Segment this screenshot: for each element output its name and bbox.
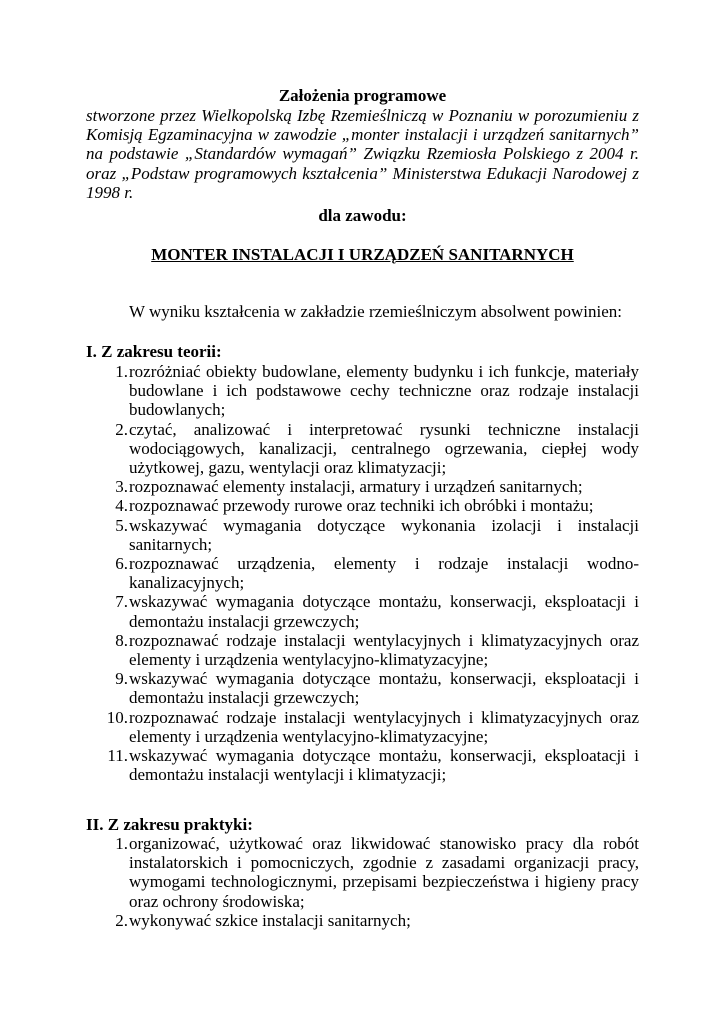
list-item (86, 496, 639, 515)
list-item-number: 9. (115, 669, 128, 689)
list-item (86, 911, 639, 930)
list-item-number: 8. (115, 630, 128, 650)
list-item-text: rozpoznawać elementy instalacji, armatury i urządzeń sanitarnych; (129, 477, 583, 497)
list-item (86, 834, 639, 911)
practice-heading: II. Z zakresu praktyki: (86, 815, 253, 834)
list-item-number: 11. (107, 746, 128, 766)
theory-heading: I. Z zakresu teorii: (86, 342, 222, 361)
list-item-text: wskazywać wymagania dotyczące montażu, konserwacji, eksploatacji i demontażu instalacji wentylacji i klimatyzacji; (129, 746, 639, 785)
list-item-text: czytać, analizować i interpretować rysunki techniczne instalacji wodociągowych, kanalizacji, centralnego ogrzewania, ciepłej wody użytkowej, gazu, wentylacji oraz klimatyzacji; (129, 419, 639, 478)
profession-title (0, 245, 725, 265)
list-item (86, 477, 639, 496)
list-item-number: 2. (115, 419, 128, 439)
list-item-text: rozpoznawać przewody rurowe oraz techniki ich obróbki i montażu; (129, 496, 594, 516)
list-item-number: 3. (115, 477, 128, 497)
list-item (86, 708, 639, 746)
list-item-number: 1. (115, 834, 128, 853)
lead-paragraph: W wyniku kształcenia w zakładzie rzemieślniczym absolwent powinien: (129, 302, 622, 321)
list-item-text: wskazywać wymagania dotyczące montażu, konserwacji, eksploatacji i demontażu instalacji grzewczych; (129, 592, 639, 631)
list-item-number: 10. (106, 707, 128, 727)
list-item-text: wskazywać wymagania dotyczące montażu, konserwacji, eksploatacji i demontażu instalacji grzewczych; (129, 669, 639, 708)
list-item-text: rozpoznawać rodzaje instalacji wentylacyjnych i klimatyzacyjnych oraz elementy i urządzenia wentylacyjno-klimatyzacyjne; (129, 707, 639, 746)
list-item (86, 592, 639, 630)
list-item-text: wskazywać wymagania dotyczące wykonania izolacji i instalacji sanitarnych; (129, 515, 639, 554)
list-item-text: rozpoznawać rodzaje instalacji wentylacyjnych i klimatyzacyjnych oraz elementy i urządzenia wentylacyjno-klimatyzacyjne; (129, 630, 639, 670)
list-item-number: 5. (115, 515, 128, 535)
list-item (86, 516, 639, 554)
for-profession-label: dla zawodu: (318, 206, 407, 225)
list-item-text: rozróżniać obiekty budowlane, elementy budynku i ich funkcje, materiały budowlane i ich podstawowe cechy techniczne oraz rodzaje instalacji budowlanych; (129, 362, 639, 420)
list-item-text: wykonywać szkice instalacji sanitarnych; (129, 910, 411, 930)
list-item-text: organizować, użytkować oraz likwidować stanowisko pracy dla robót instalatorskich i pomocniczych, zgodnie z zasadami organizacji pracy, wymogami technologicznymi, przepisami bezpieczeństwa i higieny pracy oraz ochrony środowiska; (129, 834, 639, 911)
intro-paragraph: stworzone przez Wielkopolską Izbę Rzemieślniczą w Poznaniu w porozumieniu z Komisją Egzaminacyjna w zawodzie „monter instalacji i urządzeń sanitarnych” na podstawie „Standardów wymagań” Związku Rzemiosła Polskiego z 2004 r. oraz „Podstaw programowych kształcenia” Ministerstwa Edukacji Narodowej z 1998 r. (86, 106, 639, 202)
page-title: Założenia programowe (278, 86, 447, 105)
list-item-number: 6. (115, 554, 128, 574)
practice-list (86, 834, 639, 930)
list-item-text: rozpoznawać urządzenia, elementy i rodzaje instalacji wodno-kanalizacyjnych; (129, 554, 639, 593)
list-item (86, 746, 639, 784)
list-item (86, 362, 639, 420)
list-item (86, 554, 639, 592)
list-item-number: 2. (115, 910, 128, 930)
list-item (86, 631, 639, 669)
list-item-number: 4. (115, 496, 128, 516)
profession-title-text: MONTER INSTALACJI I URZĄDZEŃ SANITARNYCH (151, 245, 574, 264)
list-item-number: 1. (115, 362, 128, 381)
list-item (86, 669, 639, 707)
theory-list (86, 362, 639, 784)
list-item-number: 7. (115, 592, 128, 612)
list-item (86, 420, 639, 478)
